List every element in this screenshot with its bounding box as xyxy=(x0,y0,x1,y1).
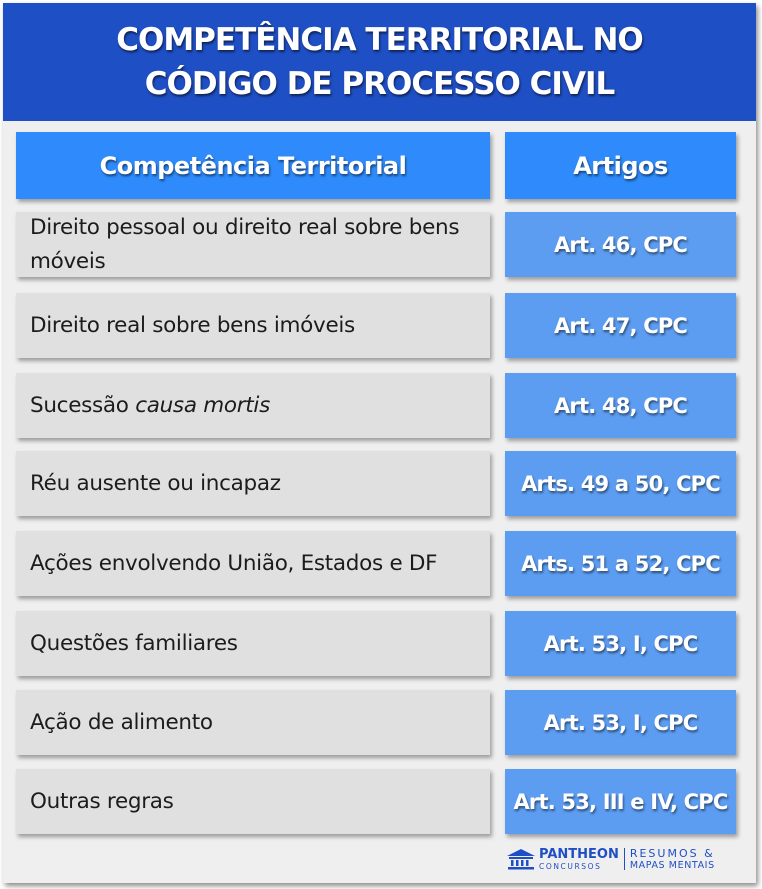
table-row-competencia xyxy=(16,611,490,676)
brand-name: PANTHEON xyxy=(539,846,619,862)
table-row-competencia xyxy=(16,769,490,834)
competencia-text-italic: causa mortis xyxy=(135,392,270,418)
tagline-block xyxy=(630,848,715,871)
competencia-text: Outras regras xyxy=(30,788,174,814)
title-banner xyxy=(3,3,756,121)
logo-divider xyxy=(624,848,625,870)
table-row-artigo: Art. 53, I, CPC xyxy=(505,690,736,755)
competencia-text: Sucessão xyxy=(30,392,136,418)
title-line-1: COMPETÊNCIA TERRITORIAL NO xyxy=(116,22,643,58)
competencia-text-line2: móveis xyxy=(30,248,106,274)
table-row-competencia xyxy=(16,451,490,516)
brand-block xyxy=(539,848,619,871)
temple-icon xyxy=(506,848,536,870)
column-header-competencia: Competência Territorial xyxy=(16,132,490,199)
table-row-artigo: Arts. 51 a 52, CPC xyxy=(505,531,736,596)
table-row-artigo: Art. 46, CPC xyxy=(505,212,736,277)
tagline-line-1: RESUMOS & xyxy=(629,846,715,860)
brand-subtitle: CONCURSOS xyxy=(539,861,602,871)
title-line-2: CÓDIGO DE PROCESSO CIVIL xyxy=(144,66,615,102)
table-row-artigo: Art. 48, CPC xyxy=(505,373,736,438)
table-row-competencia xyxy=(16,690,490,755)
competencia-text: Ações envolvendo União, Estados e DF xyxy=(30,550,438,576)
column-header-artigos: Artigos xyxy=(505,132,736,199)
table-row-artigo: Art. 47, CPC xyxy=(505,293,736,358)
table-row-competencia xyxy=(16,293,490,358)
pantheon-logo xyxy=(506,845,741,873)
table-row-competencia xyxy=(16,212,490,277)
competencia-text: Direito pessoal ou direito real sobre bens xyxy=(30,214,460,240)
table-row-artigo: Arts. 49 a 50, CPC xyxy=(505,451,736,516)
table-row-artigo: Art. 53, III e IV, CPC xyxy=(505,769,736,834)
tagline-line-2: MAPAS MENTAIS xyxy=(629,859,715,871)
table-row-competencia xyxy=(16,531,490,596)
competencia-text: Questões familiares xyxy=(30,630,238,656)
table-row-artigo: Art. 53, I, CPC xyxy=(505,611,736,676)
competencia-text: Ação de alimento xyxy=(30,709,213,735)
table-row-competencia xyxy=(16,373,490,438)
competencia-text: Réu ausente ou incapaz xyxy=(30,470,281,496)
competencia-text: Direito real sobre bens imóveis xyxy=(30,312,355,338)
